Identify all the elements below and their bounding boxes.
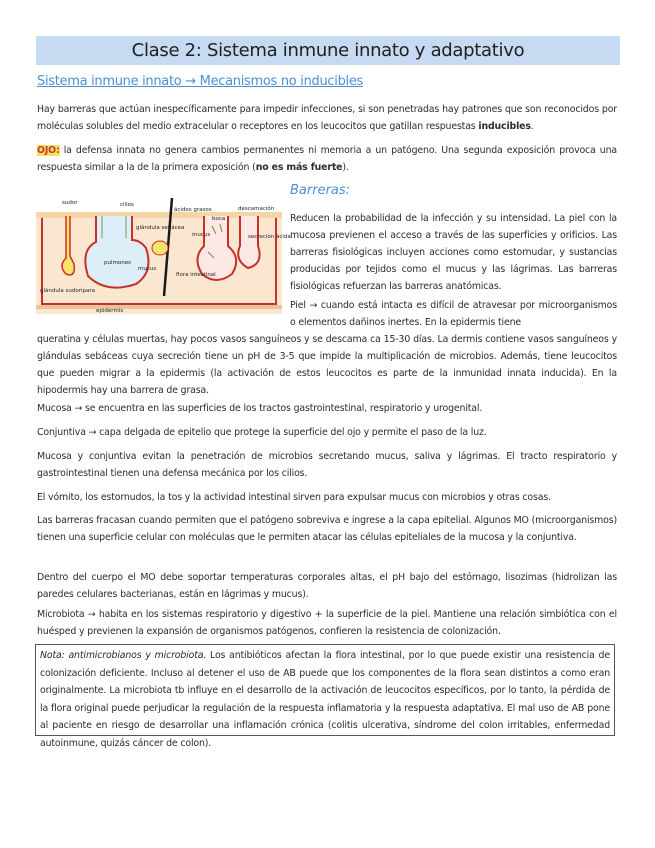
intro-paragraph [37, 101, 617, 135]
intro-bold: inducibles [478, 121, 531, 132]
intro-end: . [530, 121, 534, 132]
page-title: Clase 2: Sistema inmune innato y adaptativo [131, 40, 525, 61]
mucosa-conjuntiva-paragraph: Mucosa y conjuntiva evitan la penetración de microbios secretando mucus, saliva y lágrimas. El tracto respiratorio y gastrointestinal tienen una defensa mecánica por los cilios. [37, 451, 617, 479]
barreras-paragraph: Reducen la probabilidad de la infección y su intensidad. La piel con la mucosa previenen el acceso a través de las superficies y orificios. Las barreras fisiológicas incluyen acciones como estornudar, y sustancias producidas por tejidos como el mucus y las lágrimas. Las barreras fisiológicas refuerzan las barreras anatómicas. [290, 213, 617, 292]
ojo-bold: no es más fuerte [255, 162, 343, 173]
sebaceous-gland [152, 241, 168, 255]
note-label: Nota: antimicrobianos y microbiota. [40, 650, 207, 661]
label-mucus: mucus [192, 232, 211, 238]
piel-start: Piel → cuando está intacta es difícil de atravesar por microorganismos o elementos dañinos inertes. En la epidermis tiene [290, 300, 617, 328]
ojo-label: OJO: [37, 145, 60, 156]
label-glandula-sebacea: glándula sebácea [136, 225, 185, 231]
ojo-text: la defensa innata no genera cambios permanentes ni memoria a un patógeno. Una segunda exposición provoca una respuesta similar a la de la primera exposición ( [37, 145, 617, 173]
ojo-paragraph [37, 142, 617, 176]
stomach-cavity [238, 216, 259, 268]
label-mucus2: mucus [138, 266, 157, 272]
label-flora: flora intestinal [176, 272, 216, 278]
fracasan-paragraph: Las barreras fracasan cuando permiten que el patógeno sobreviva e ingrese a la capa epitelial. Algunos MO (microorganismos) tienen una superficie celular con moléculas que le permiten atacar las células epiteliales de la mucosa y la conjuntiva. [37, 515, 617, 543]
vomito-paragraph: El vómito, los estornudos, la tos y la actividad intestinal sirven para expulsar mucus con microbios y otras cosas. [37, 492, 551, 503]
label-acidos: ácidos grasos [174, 207, 212, 213]
label-sudor: sudor [62, 200, 78, 206]
barriers-diagram [36, 196, 291, 314]
label-descamacion: descamación [238, 206, 275, 212]
conjuntiva-paragraph: Conjuntiva → capa delgada de epitelio que protege la superficie del ojo y permite el paso de la luz. [37, 427, 487, 438]
mucosa-paragraph: Mucosa → se encuentra en las superficies de los tractos gastrointestinal, respiratorio y urogenital. [37, 403, 483, 414]
label-cilios: cilios [120, 202, 134, 208]
intro-text: Hay barreras que actúan inespecíficamente para impedir infecciones, si son penetradas hay patrones que son reconocidos por moléculas solubles del medio extracelular o receptores en los leucocitos que gatillan respuestas [37, 104, 617, 132]
ojo-end: ). [342, 162, 349, 173]
note-box [35, 644, 615, 749]
title-banner [36, 36, 620, 65]
label-boca: boca [212, 216, 226, 222]
label-glandula-sudoripara: glándula sudorípara [40, 288, 95, 294]
section-subtitle: Sistema inmune innato → Mecanismos no inducibles [37, 74, 364, 89]
microbiota-paragraph: Microbiota → habita en los sistemas respiratorio y digestivo + la superficie de la piel. Mantiene una relación simbiótica con el huésped y previenen la expansión de organismos patógenos, confieren la resistencia de colonización. [37, 609, 617, 637]
piel-paragraph: queratina y células muertas, hay pocos vasos sanguíneos y se descama ca 15-30 días. La dermis contiene vasos sanguíneos y glándulas sebáceas cuya secreción tiene un pH de 3-5 que impide la multiplicación de microbios. Además, tiene leucocitos que pueden migrar a la epidermis (la activación de estos leucocitos es parte de la inmunidad innata inducida). En la hipodermis hay una barrera de grasa. [37, 334, 617, 396]
label-pulmones: pulmones [104, 260, 131, 266]
dentro-paragraph: Dentro del cuerpo el MO debe soportar temperaturas corporales altas, el pH bajo del estómago, lisozimas (hidrolizan las paredes celulares bacterianas, están en lágrimas y mucus). [37, 572, 617, 600]
label-epidermis: epidermis [96, 308, 124, 314]
epidermis-band [36, 305, 282, 309]
label-secrecion: secreción ácida [248, 234, 291, 240]
barreras-heading: Barreras: [290, 183, 351, 198]
note-text: Los antibióticos afectan la flora intestinal, por lo que puede existir una resistencia de colonización deficiente. Incluso al detener el uso de AB puede que los componentes de la flora sean distintos a como eran originalmente. La microbiota tb influye en el desarrollo de la activación de leucocitos específicos, por lo tanto, la pérdida de la flora original puede perjudicar la regulación de la respuesta inflamatoria y la respuesta adaptativa. El mal uso de AB pone al paciente en riesgo de desarrollar una inflamación crónica (colitis ulcerativa, síndrome del colon irritables, enfermedad autoinmune, quizás cáncer de colon). [40, 650, 610, 749]
